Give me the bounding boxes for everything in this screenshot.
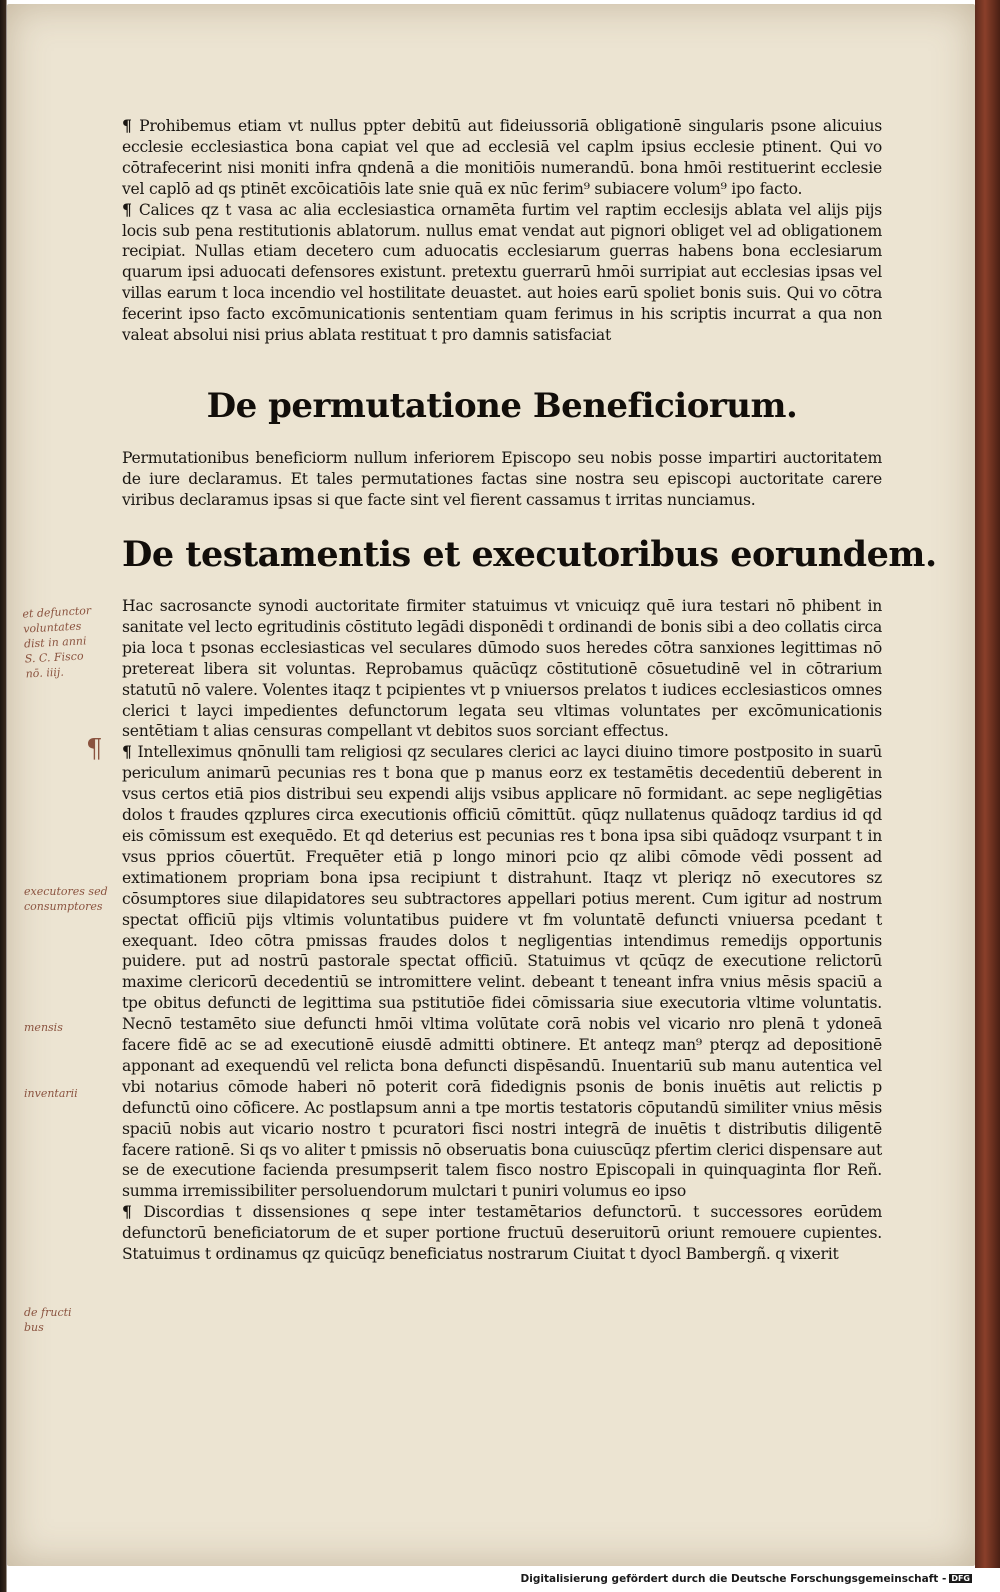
text-block-bottom (122, 596, 882, 1265)
paragraph: ¶ Calices qz t vasa ac alia ecclesiastica ornamēta furtim vel raptim ecclesijs ablata vel alijs pijs locis sub pena restitutionis ablatorum. nullus emat vendat aut pignori obliget vel ad obligationem recipiat. Nullas etiam decetero cum aduocatis ecclesiarum guerras habens bona ecclesiarum quarum ipsi aduocati defensores existunt. pretextu guerrarū hmōi surripiat aut ecclesias ipsas vel villas earum t loca incendio vel hostilitate deuastet. aut hoies earū spoliet bonis suis. Qui vo cōtra fecerint ipso facto excōmunicationis sententiam quam ferimus in his scriptis incurrat a qua non valeat absolui nisi prius ablata restituat t pro damnis satisfaciat (122, 199, 882, 345)
paragraph: ¶ Prohibemus etiam vt nullus ppter debitū aut fideiussoriā obligationē singularis psone alicuius ecclesie ecclesiastica bona capiat vel que ad ecclesiā vel caplm ipsius ecclesie ptinent. Qui vo cōtrafecerint nisi moniti infra qndenā a die monitiōis numerandū. bona hmōi restituerint ecclesie vel caplō ad qs ptinēt excōicatiōis late snie quā ex nūc ferim⁹ subiacere volum⁹ ipo facto. (122, 116, 882, 198)
dfg-logo-icon: DFG (951, 1574, 970, 1583)
marginal-note: et defunctor voluntates dist in anni S. C. Fisco nō. iiij. (22, 604, 92, 681)
marginal-note: inventarii (24, 1087, 78, 1100)
funding-credit-text: Digitalisierung gefördert durch die Deutsche Forschungsgemeinschaft - (520, 1573, 947, 1585)
pilcrow-icon: ¶ (122, 742, 138, 762)
marginal-note: de fructi bus (24, 1306, 72, 1334)
pilcrow-icon: ¶ (122, 116, 140, 135)
section-heading-permutatione: De permutatione Beneficiorum. (206, 386, 798, 426)
section-heading-testamentis: De testamentis et executoribus eorundem. (122, 534, 937, 575)
pilcrow-icon: ¶ (122, 199, 139, 219)
funding-credit (521, 1573, 972, 1585)
marginal-note: executores sed consumptores (24, 885, 108, 913)
text-block-top (122, 116, 882, 346)
paragraph: Hac sacrosancte synodi auctoritate firmiter statuimus vt vnicuiqz quē iura testari nō phibent in sanitate vel lecto egritudinis cōstituto legādi disponēdi t ordinandi de bonis sibi a deo collatis circa pia loca t psonas ecclesiasticas vel seculares dūmodo suos heredes cōtra sanxiones legittimas nō pretereat libera sit voluntas. Reprobamus quācūqz cōstitutionē cōsuetudinē vel in cōtrarium statutū nō valere. Volentes itaqz t pcipientes vt p vniuersos prelatos t iudices ecclesiasticos omnes clerici t layci impedientes defunctorum legata seu vltimas voluntates per excōmunicationis sentētiam t alias censuras compellant vt debitos suos sorciant effectus. (122, 597, 882, 741)
text-block-middle (122, 448, 882, 511)
pilcrow-icon: ¶ (122, 1202, 144, 1222)
paragraph: ¶ Discordias t dissensiones q sepe inter testamētarios defunctorū. t successores eorūdem defunctorū beneficiatorum de et super portione fructuū deseruitorū oriunt remouere cupientes. Statuimus t ordinamus qz quicūqz beneficiatus nostrarum Ciuitat t dyocl Bambergñ. q vixerit (122, 1202, 882, 1264)
marginal-note: mensis (24, 1021, 63, 1034)
paragraph: ¶ Intelleximus qnōnulli tam religiosi qz seculares clerici ac layci diuino timore postposito in suarū periculum animarū pecunias res t bona que p manus eorz ex testamētis decedentiū deberent in vsus certos etiā pios distribui seu expendi alijs vsibus applicare nō formidant. ac sepe negligētias dolos t fraudes qzplures circa executionis officiū cōmittūt. qūqz nullatenus quādoqz tardius id qd eis cōmissum est exequēdo. Et qd deterius est pecunias res t bona ipsa sibi quādoqz vsurpant t in vsus pprios cōuertūt. Frequēter etiā p longo minori pcio qz alibi cōmode vēdi possent ad extimationem propriam bona ipsa recipiunt t distrahunt. Itaqz vt pleriqz nō executores sz cōsumptores siue dilapidatores seu subtractores appellari potius merent. Cum igitur ad nostrum spectat officiū pijs vltimis voluntatibus puidere vt fm voluntatē defuncti vniuersa pcedant t exequant. Ideo cōtra pmissas fraudes dolos t negligentias intendimus remedijs opportunis puidere. put ad nostrū pastorale spectat officiū. Statuimus vt qcūqz de executione relictorū maxime clericorū decedentiū se intromittere velint. debeant t teneant infra vnius mēsis spaciū a tpe obitus defuncti de legittima sua pstitutiōe fidei cōmissaria siue executoria vltime voluntatis. Necnō testamēto siue defuncti hmōi vltima volūtate corā nobis vel vicario nro plenā t ydoneā facere fidē ac se ad executionē eiusdē admitti obtinere. Et anteqz man⁹ pterqz ad depositionē apponant ad exequendū vel relicta bona defuncti dispēsandū. Inuentariū sub manu autentica vel vbi notarius cōmode haberi nō poterit corā fidedignis psonis de bonis inuētis aut relictis p defunctū oino cōficere. Ac postlapsum anni a tpe mortis testatoris cōputandū similiter vnius mēsis spaciū nobis aut vicario nostro t pcuratori fisci nostri integrā de inuētis t distributis diligentē facere rationē. Si qs vo aliter t pmissis nō obseruatis bona cuiuscūqz pfertim clerici dispensare aut se de executione facienda presumpserit talem fisco nostro Episcopali in quinquaginta flor Reñ. summa irremissibiliter persoluendorum mulctari t puniri volumus eo ipso (122, 742, 882, 1201)
book-binding-edge (975, 0, 1000, 1568)
marginal-mark-icon: ¶ (86, 734, 103, 764)
paragraph: Permutationibus beneficiorm nullum inferiorem Episcopo seu nobis posse impartiri auctoritatem de iure declaramus. Et tales permutationes factas sine nostra seu episcopi auctoritate carere viribus declaramus ipsas si que facte sint vel fierent cassamus t irritas nunciamus. (122, 449, 882, 509)
